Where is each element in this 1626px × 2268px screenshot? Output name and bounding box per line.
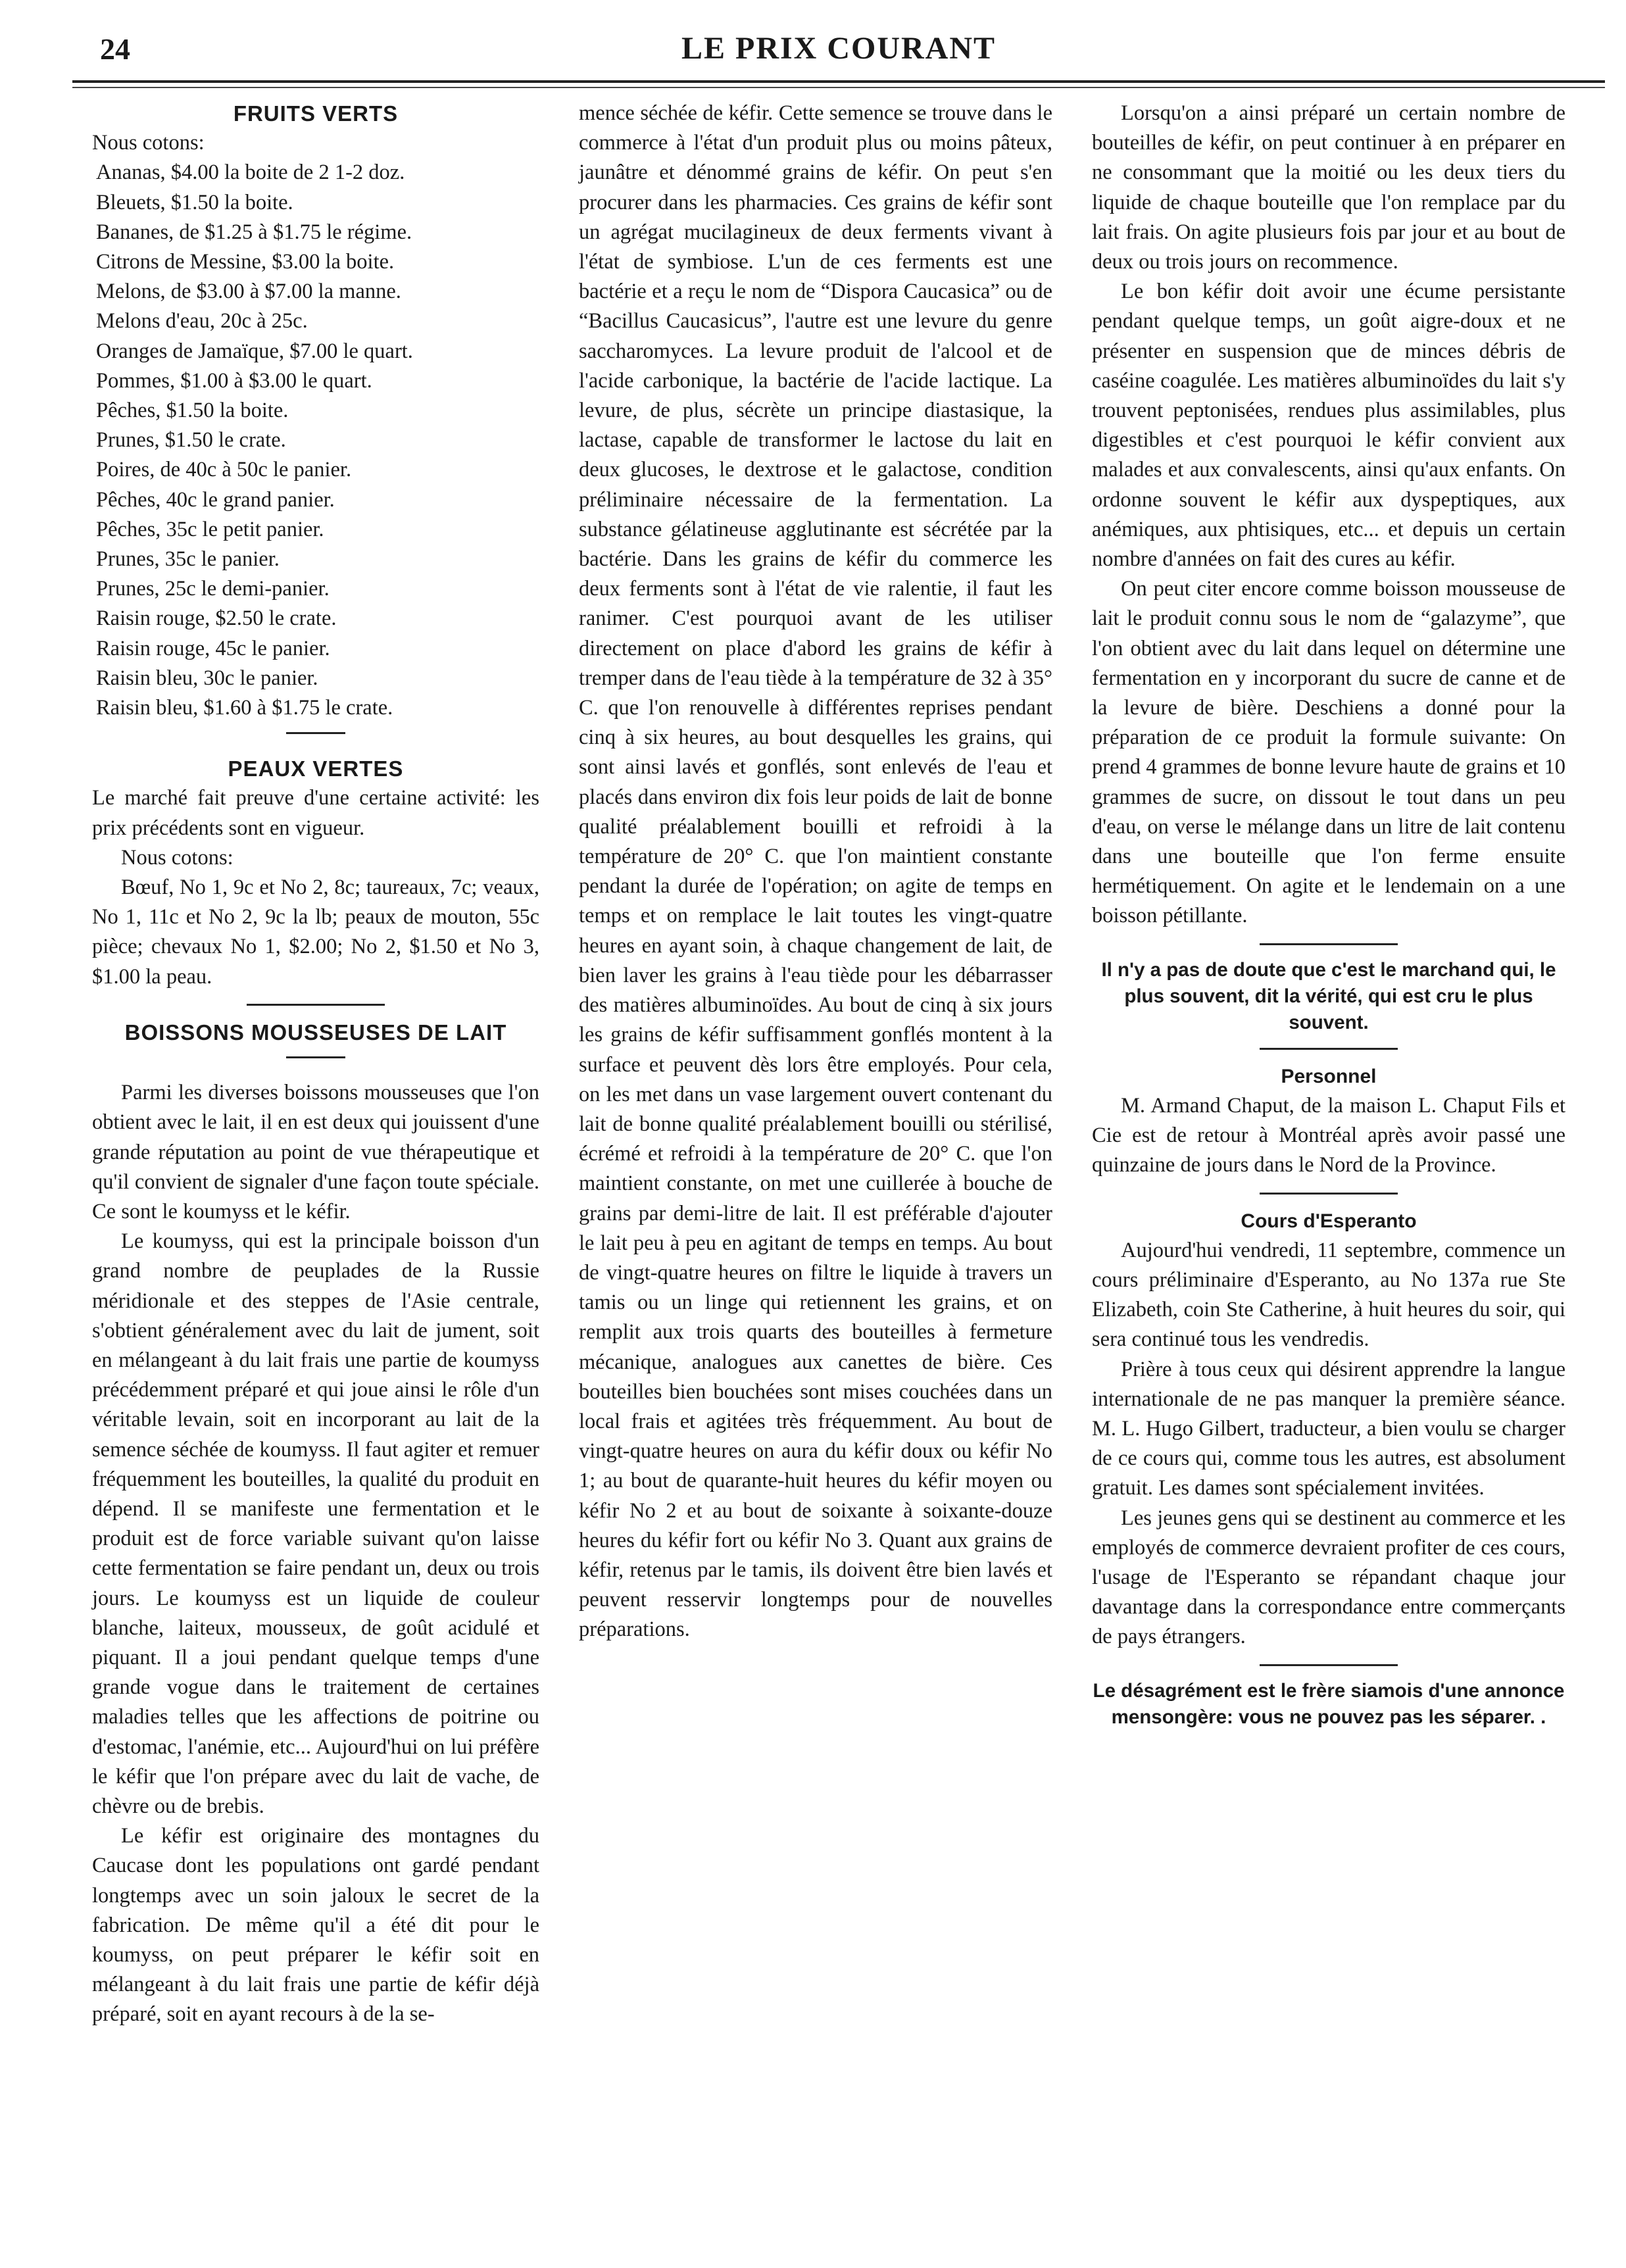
maxim-annonce: Le désagrément est le frère siamois d'une annonce mensongère: vous ne pouvez pas les séparer. .	[1093, 1679, 1565, 1728]
boissons-paragraph-2: Le koumyss, qui est la principale boisson d'un grand nombre de peuplades de la Russie méridionale et des steppes de l'Asie centrale, s'obtient généralement avec du lait de jument, soit en mélangeant à du lait frais une partie de koumyss précédemment préparé et qui joue ainsi le rôle d'un véritable levain, soit en incorporant au lait de la semence séchée de koumyss. Il faut agiter et remuer fréquemment les bouteilles, la qualité du produit en dépend. Il se manifeste une fermentation et le produit est de force variable suivant qu'on laisse cette fermentation se faire pendant un, deux ou trois jours. Le koumyss est un liquide de couleur blanche, laiteux, mousseux, de goût acidulé et piquant. Il a joui pendant quelque temps d'une grande vogue dans le traitement de certaines maladies telles que les affections de poitrine ou d'estomac, l'anémie, etc... Aujourd'hui on lui préfère le kéfir que l'on prépare avec du lait de vache, de chèvre ou de brebis.	[92, 1229, 539, 1818]
peaux-vertes-heading: PEAUX VERTES	[228, 756, 404, 781]
list-item: Raisin bleu, 30c le panier.	[96, 666, 318, 690]
section-divider	[1260, 1048, 1398, 1050]
esperanto-paragraph-1: Aujourd'hui vendredi, 11 septembre, commence un cours préliminaire d'Esperanto, au No 137a rue Ste Elizabeth, coin Ste Catherine, à huit heures du soir, qui sera continué tous les vendredis.	[1092, 1238, 1565, 1352]
list-item: Raisin rouge, 45c le panier.	[96, 636, 330, 660]
esperanto-heading: Cours d'Esperanto	[1241, 1210, 1417, 1232]
fruits-price-list	[92, 158, 539, 723]
list-item: Prunes, 25c le demi-panier.	[96, 577, 330, 601]
section-divider	[1260, 1664, 1398, 1666]
list-item: Citrons de Messine, $3.00 la boite.	[96, 250, 395, 274]
boissons-continued: mence séchée de kéfir. Cette semence se trouve dans le commerce à l'état d'un produit plus ou moins pâteux, jaunâtre et dénommé grains de kéfir. On peut s'en procurer dans les pharmacies. Ces grains de kéfir sont un agrégat mucilagineux de deux ferments vivant à l'état de symbiose. L'un de ces ferments est une bactérie et a reçu le nom de “Dispora Caucasica” ou de “Bacillus Caucasicus”, l'autre est une levure du genre saccharomyces. La levure produit de l'alcool et de l'acide carbonique, la bactérie de l'acide lactique. La levure, de plus, sécrète un principe diastasique, la lactase, capable de transformer le lactose du lait en deux glucoses, le dextrose et le galactose, condition préliminaire nécessaire de la fermentation. La substance gélatineuse agglutinante est sécrétée par la bactérie. Dans les grains de kéfir du commerce les deux ferments sont à l'état de vie ralentie, il faut les ranimer. C'est pourquoi avant de les utiliser directement on place d'abord les grains de kéfir à tremper dans de l'eau tiède à la température de 32 à 35° C. que l'on renouvelle à différentes reprises pendant cinq à six heures, au bout desquelles les grains, qui sont ainsi lavés et gonflés, sont enlevés de l'eau et placés dans environ dix fois leur poids de lait de bonne qualité préalablement bouilli et refroidi à la température de 20° C. que l'on maintient constante pendant la durée de l'opération; on agite de temps en temps et on remplace le lait toutes les vingt-quatre heures en ayant soin, à chaque changement de lait, de bien laver les grains à l'eau tiède pour les débarrasser des matières albuminoïdes. Au bout de cinq à six jours les grains de kéfir suffisamment gonflés montent à la surface et peuvent dès lors être employés. Pour cela, on les met dans un vase largement ouvert contenant du lait de bonne qualité préalablement bouilli ou stérilisé, écrémé et refroidi à la température de 20° C. que l'on maintient constante, on met une cuillerée à bouche de grains par demi-litre de lait. Il est préférable d'ajouter le lait peu à peu en agitant de temps en temps. Au bout de vingt-quatre heures on filtre le liquide à travers un tamis ou un linge qui retiennent les grains, et on remplit aux trois quarts des bouteilles à fermeture mécanique, analogues aux canettes de bière. Ces bouteilles bien bouchées sont mises couchées dans un local frais et agitées très fréquemment. Au bout de vingt-quatre heures on aura du kéfir doux ou kéfir No 1; au bout de quarante-huit heures du kéfir moyen ou kéfir No 2 et au bout de soixante à soixante-douze heures du kéfir fort ou kéfir No 3. Quant aux grains de kéfir, retenus par le tamis, ils doivent être bien lavés et peuvent resservir longtemps pour de nouvelles préparations.	[579, 101, 1052, 1642]
list-item: Pêches, 40c le grand panier.	[96, 487, 335, 512]
personnel-text: M. Armand Chaput, de la maison L. Chaput Fils et Cie est de retour à Montréal après avoir passé une quinzaine de jours dans le Nord de la Province.	[1092, 1093, 1565, 1177]
boissons-paragraph-1: Parmi les diverses boissons mousseuses que l'on obtient avec le lait, il en est deux qui jouissent d'une grande réputation au point de vue thérapeutique et qu'il convient de signaler d'une façon toute spéciale. Ce sont le koumyss et le kéfir.	[92, 1081, 539, 1223]
boissons-paragraph-3: Le kéfir est originaire des montagnes du Caucase dont les populations ont gardé pendant longtemps avec un soin jaloux le secret de la fabrication. De même qu'il a été dit pour le koumyss, on peut préparer le kéfir soit en mélangeant à du lait frais une partie de kéfir déjà préparé, soit en ayant recours à de la se-	[92, 1824, 539, 2027]
column-left	[92, 99, 539, 2030]
list-item: Oranges de Jamaïque, $7.00 le quart.	[96, 339, 413, 363]
header-rule	[72, 80, 1605, 83]
list-item: Raisin bleu, $1.60 à $1.75 le crate.	[96, 696, 393, 720]
list-item: Bleuets, $1.50 la boite.	[96, 190, 293, 214]
list-item: Ananas, $4.00 la boite de 2 1-2 doz.	[96, 160, 405, 185]
section-divider	[1260, 943, 1398, 945]
section-divider	[1260, 1193, 1398, 1195]
boissons-paragraph-6: On peut citer encore comme boisson mousseuse de lait le produit connu sous le nom de “galazyme”, que l'on obtient avec du lait dans lequel on détermine une fermentation en y incorporant du sucre de canne et de la levure de bière. Deschiens a donné pour la préparation de ce produit la formule suivante: On prend 4 grammes de bonne levure haute de grains et 10 grammes de sucre, on dissout le tout dans un peu d'eau, on verse le mélange dans un litre de lait contenu dans une bouteille que l'on ferme ensuite hermétiquement. On agite et le lendemain on a une boisson pétillante.	[1092, 577, 1565, 928]
list-item: Melons d'eau, 20c à 25c.	[96, 309, 308, 333]
header-rule-thin	[72, 87, 1605, 88]
page-title: LE PRIX COURANT	[681, 31, 997, 66]
list-item: Bananes, de $1.25 à $1.75 le régime.	[96, 220, 412, 244]
fruits-verts-heading: FRUITS VERTS	[233, 101, 399, 126]
peaux-prices: Bœuf, No 1, 9c et No 2, 8c; taureaux, 7c; veaux, No 1, 11c et No 2, 9c la lb; peaux de mouton, 55c pièce; chevaux No 1, $2.00; No 2, $1.50 et No 3, $1.00 la peau.	[92, 875, 539, 989]
section-divider	[286, 732, 345, 734]
column-middle	[579, 99, 1052, 1645]
peaux-paragraph: Le marché fait preuve d'une certaine activité: les prix précédents sont en vigueur.	[92, 786, 539, 840]
fruits-intro: Nous cotons:	[92, 131, 205, 155]
maxim-verite: Il n'y a pas de doute que c'est le marchand qui, le plus souvent, dit la vérité, qui est cru le plus souvent.	[1101, 958, 1556, 1033]
personnel-heading: Personnel	[1281, 1065, 1377, 1087]
peaux-intro: Nous cotons:	[121, 845, 234, 870]
list-item: Pommes, $1.00 à $3.00 le quart.	[96, 368, 372, 393]
esperanto-paragraph-3: Les jeunes gens qui se destinent au commerce et les employés de commerce devraient profiter de ces cours, l'usage de l'Esperanto se répandant chaque jour davantage dans la correspondance entre commerçants de pays étrangers.	[1092, 1506, 1565, 1649]
list-item: Prunes, 35c le panier.	[96, 547, 280, 572]
list-item: Poires, de 40c à 50c le panier.	[96, 458, 352, 482]
list-item: Pêches, $1.50 la boite.	[96, 399, 289, 423]
column-right	[1092, 99, 1565, 1731]
boissons-heading: BOISSONS MOUSSEUSES DE LAIT	[124, 1020, 507, 1045]
boissons-paragraph-4: Lorsqu'on a ainsi préparé un certain nombre de bouteilles de kéfir, on peut continuer à en préparer en ne consommant que la moitié ou les deux tiers du liquide de chaque bouteille que l'on remplace par du lait frais. On agite plusieurs fois par jour et au bout de deux ou trois jours on recommence.	[1092, 101, 1565, 274]
list-item: Prunes, $1.50 le crate.	[96, 428, 286, 453]
page-number: 24	[100, 32, 130, 66]
heading-underline	[286, 1056, 345, 1058]
page-header	[72, 25, 1605, 71]
list-item: Raisin rouge, $2.50 le crate.	[96, 606, 337, 631]
boissons-paragraph-5: Le bon kéfir doit avoir une écume persistante pendant quelque temps, un goût aigre-doux et ne présenter en suspension que de minces débris de caséine coagulée. Les matières albuminoïdes du lait s'y trouvent peptonisées, rendues plus assimilables, plus digestibles et c'est pourquoi le kéfir convient aux malades et aux convalescents, ainsi qu'aux enfants. On ordonne souvent le kéfir aux dyspeptiques, aux anémiques, aux phtisiques, etc... et depuis un certain nombre d'années on fait des cures au kéfir.	[1092, 280, 1565, 572]
section-divider	[247, 1004, 385, 1006]
esperanto-paragraph-2: Prière à tous ceux qui désirent apprendre la langue internationale de ne pas manquer la première séance. M. L. Hugo Gilbert, traducteur, a bien voulu se charger de ce cours qui, comme tous les autres, est absolument gratuit. Les dames sont spécialement invitées.	[1092, 1357, 1565, 1500]
list-item: Pêches, 35c le petit panier.	[96, 517, 324, 541]
list-item: Melons, de $3.00 à $7.00 la manne.	[96, 280, 401, 304]
